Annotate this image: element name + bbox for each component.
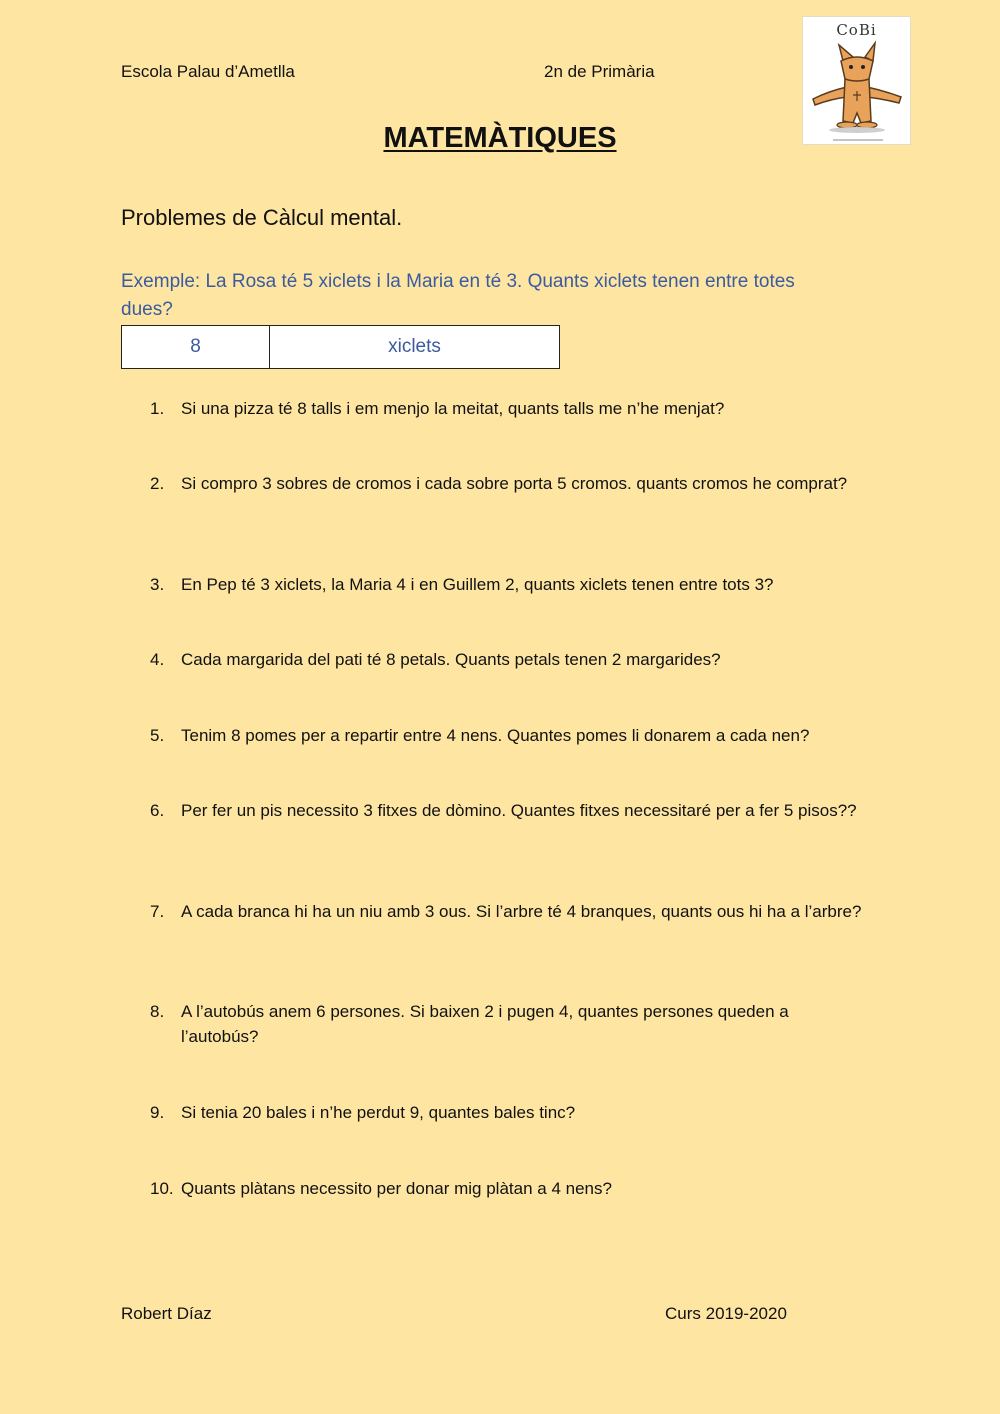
problem-text: En Pep té 3 xiclets, la Maria 4 i en Guillem 2, quants xiclets tenen entre tots 3? [181, 575, 774, 594]
problem-number: 2. [150, 474, 165, 493]
school-name: Escola Palau d’Ametlla [121, 62, 295, 81]
problem-number: 9. [150, 1103, 165, 1122]
problem-number: 8. [150, 1002, 165, 1021]
problem-text: Tenim 8 pomes per a repartir entre 4 nens. Quantes pomes li donarem a cada nen? [181, 726, 810, 745]
grade-label: 2n de Primària [544, 62, 655, 81]
example-text: Exemple: La Rosa té 5 xiclets i la Maria en té 3. Quants xiclets tenen entre totes dues? [121, 271, 795, 320]
problem-item [150, 723, 870, 748]
problem-item [150, 396, 870, 421]
problem-item [150, 1176, 870, 1201]
problem-item [150, 647, 870, 672]
problem-text: A l’autobús anem 6 persones. Si baixen 2 i pugen 4, quantes persones queden a l’autobús? [181, 1002, 789, 1046]
problem-item [150, 1100, 870, 1125]
problem-text: Per fer un pis necessito 3 fitxes de dòmino. Quantes fitxes necessitaré per a fer 5 pisos?? [181, 801, 857, 820]
section-subtitle: Problemes de Càlcul mental. [121, 205, 403, 230]
problem-number: 6. [150, 801, 165, 820]
example-answer-table [121, 325, 560, 369]
problem-item [150, 572, 870, 597]
problem-number: 7. [150, 902, 165, 921]
problem-text: Quants plàtans necessito per donar mig plàtan a 4 nens? [181, 1179, 612, 1198]
problem-item [150, 471, 870, 496]
problem-number: 5. [150, 726, 165, 745]
problem-text: Si una pizza té 8 talls i em menjo la meitat, quants talls me n’he menjat? [181, 399, 725, 418]
problem-item [150, 999, 870, 1049]
answer-unit-cell: xiclets [388, 336, 441, 357]
problem-number: 4. [150, 650, 165, 669]
course-year: Curs 2019-2020 [665, 1304, 787, 1323]
answer-value-cell: 8 [122, 326, 270, 368]
problem-text: A cada branca hi ha un niu amb 3 ous. Si l’arbre té 4 branques, quants ous hi ha a l’arbre? [181, 902, 862, 921]
problem-number: 1. [150, 399, 165, 418]
problem-item [150, 899, 870, 924]
logo-text: CoBi [836, 21, 877, 39]
problem-number: 10. [150, 1179, 174, 1198]
problem-number: 3. [150, 575, 165, 594]
author-name: Robert Díaz [121, 1304, 212, 1323]
page-title: MATEMÀTIQUES [383, 122, 617, 154]
problem-text: Si compro 3 sobres de cromos i cada sobre porta 5 cromos. quants cromos he comprat? [181, 474, 848, 493]
problem-item [150, 798, 870, 823]
problem-text: Si tenia 20 bales i n’he perdut 9, quantes bales tinc? [181, 1103, 576, 1122]
problem-text: Cada margarida del pati té 8 petals. Quants petals tenen 2 margarides? [181, 650, 721, 669]
